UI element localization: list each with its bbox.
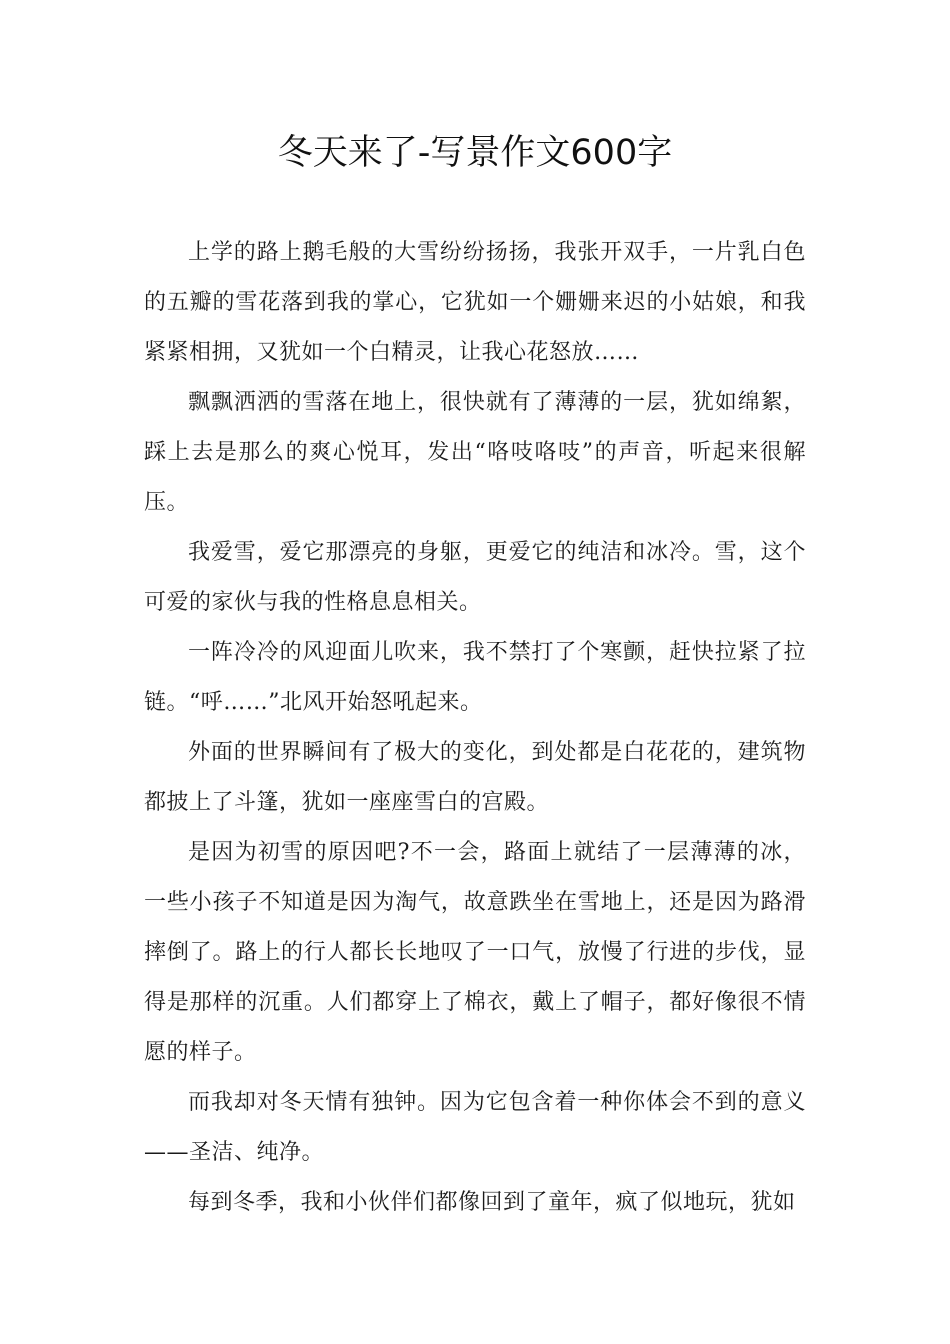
paragraph: 外面的世界瞬间有了极大的变化，到处都是白花花的，建筑物都披上了斗篷，犹如一座座雪白的宫殿。 bbox=[144, 740, 806, 815]
document-body bbox=[144, 228, 806, 1228]
document-title: 冬天来了-写景作文600字 bbox=[277, 133, 673, 173]
paragraph: 是因为初雪的原因吧?不一会，路面上就结了一层薄薄的冰，一些小孩子不知道是因为淘气，故意跌坐在雪地上，还是因为路滑摔倒了。路上的行人都长长地叹了一口气，放慢了行进的步伐，显得是那样的沉重。人们都穿上了棉衣，戴上了帽子，都好像很不情愿的样子。 bbox=[144, 840, 806, 1065]
paragraph: 每到冬季，我和小伙伴们都像回到了童年，疯了似地玩，犹如 bbox=[188, 1190, 796, 1215]
paragraph: 飘飘洒洒的雪落在地上，很快就有了薄薄的一层，犹如绵絮，踩上去是那么的爽心悦耳，发出“咯吱咯吱”的声音，听起来很解压。 bbox=[144, 390, 806, 515]
paragraph: 我爱雪，爱它那漂亮的身躯，更爱它的纯洁和冰冷。雪，这个可爱的家伙与我的性格息息相关。 bbox=[144, 540, 806, 615]
paragraph: 一阵冷冷的风迎面儿吹来，我不禁打了个寒颤，赶快拉紧了拉链。“呼……”北风开始怒吼起来。 bbox=[144, 640, 806, 715]
paragraph: 而我却对冬天情有独钟。因为它包含着一种你体会不到的意义——圣洁、纯净。 bbox=[144, 1090, 806, 1165]
paragraph: 上学的路上鹅毛般的大雪纷纷扬扬，我张开双手，一片乳白色的五瓣的雪花落到我的掌心，它犹如一个姗姗来迟的小姑娘，和我紧紧相拥，又犹如一个白精灵，让我心花怒放…… bbox=[144, 240, 806, 365]
